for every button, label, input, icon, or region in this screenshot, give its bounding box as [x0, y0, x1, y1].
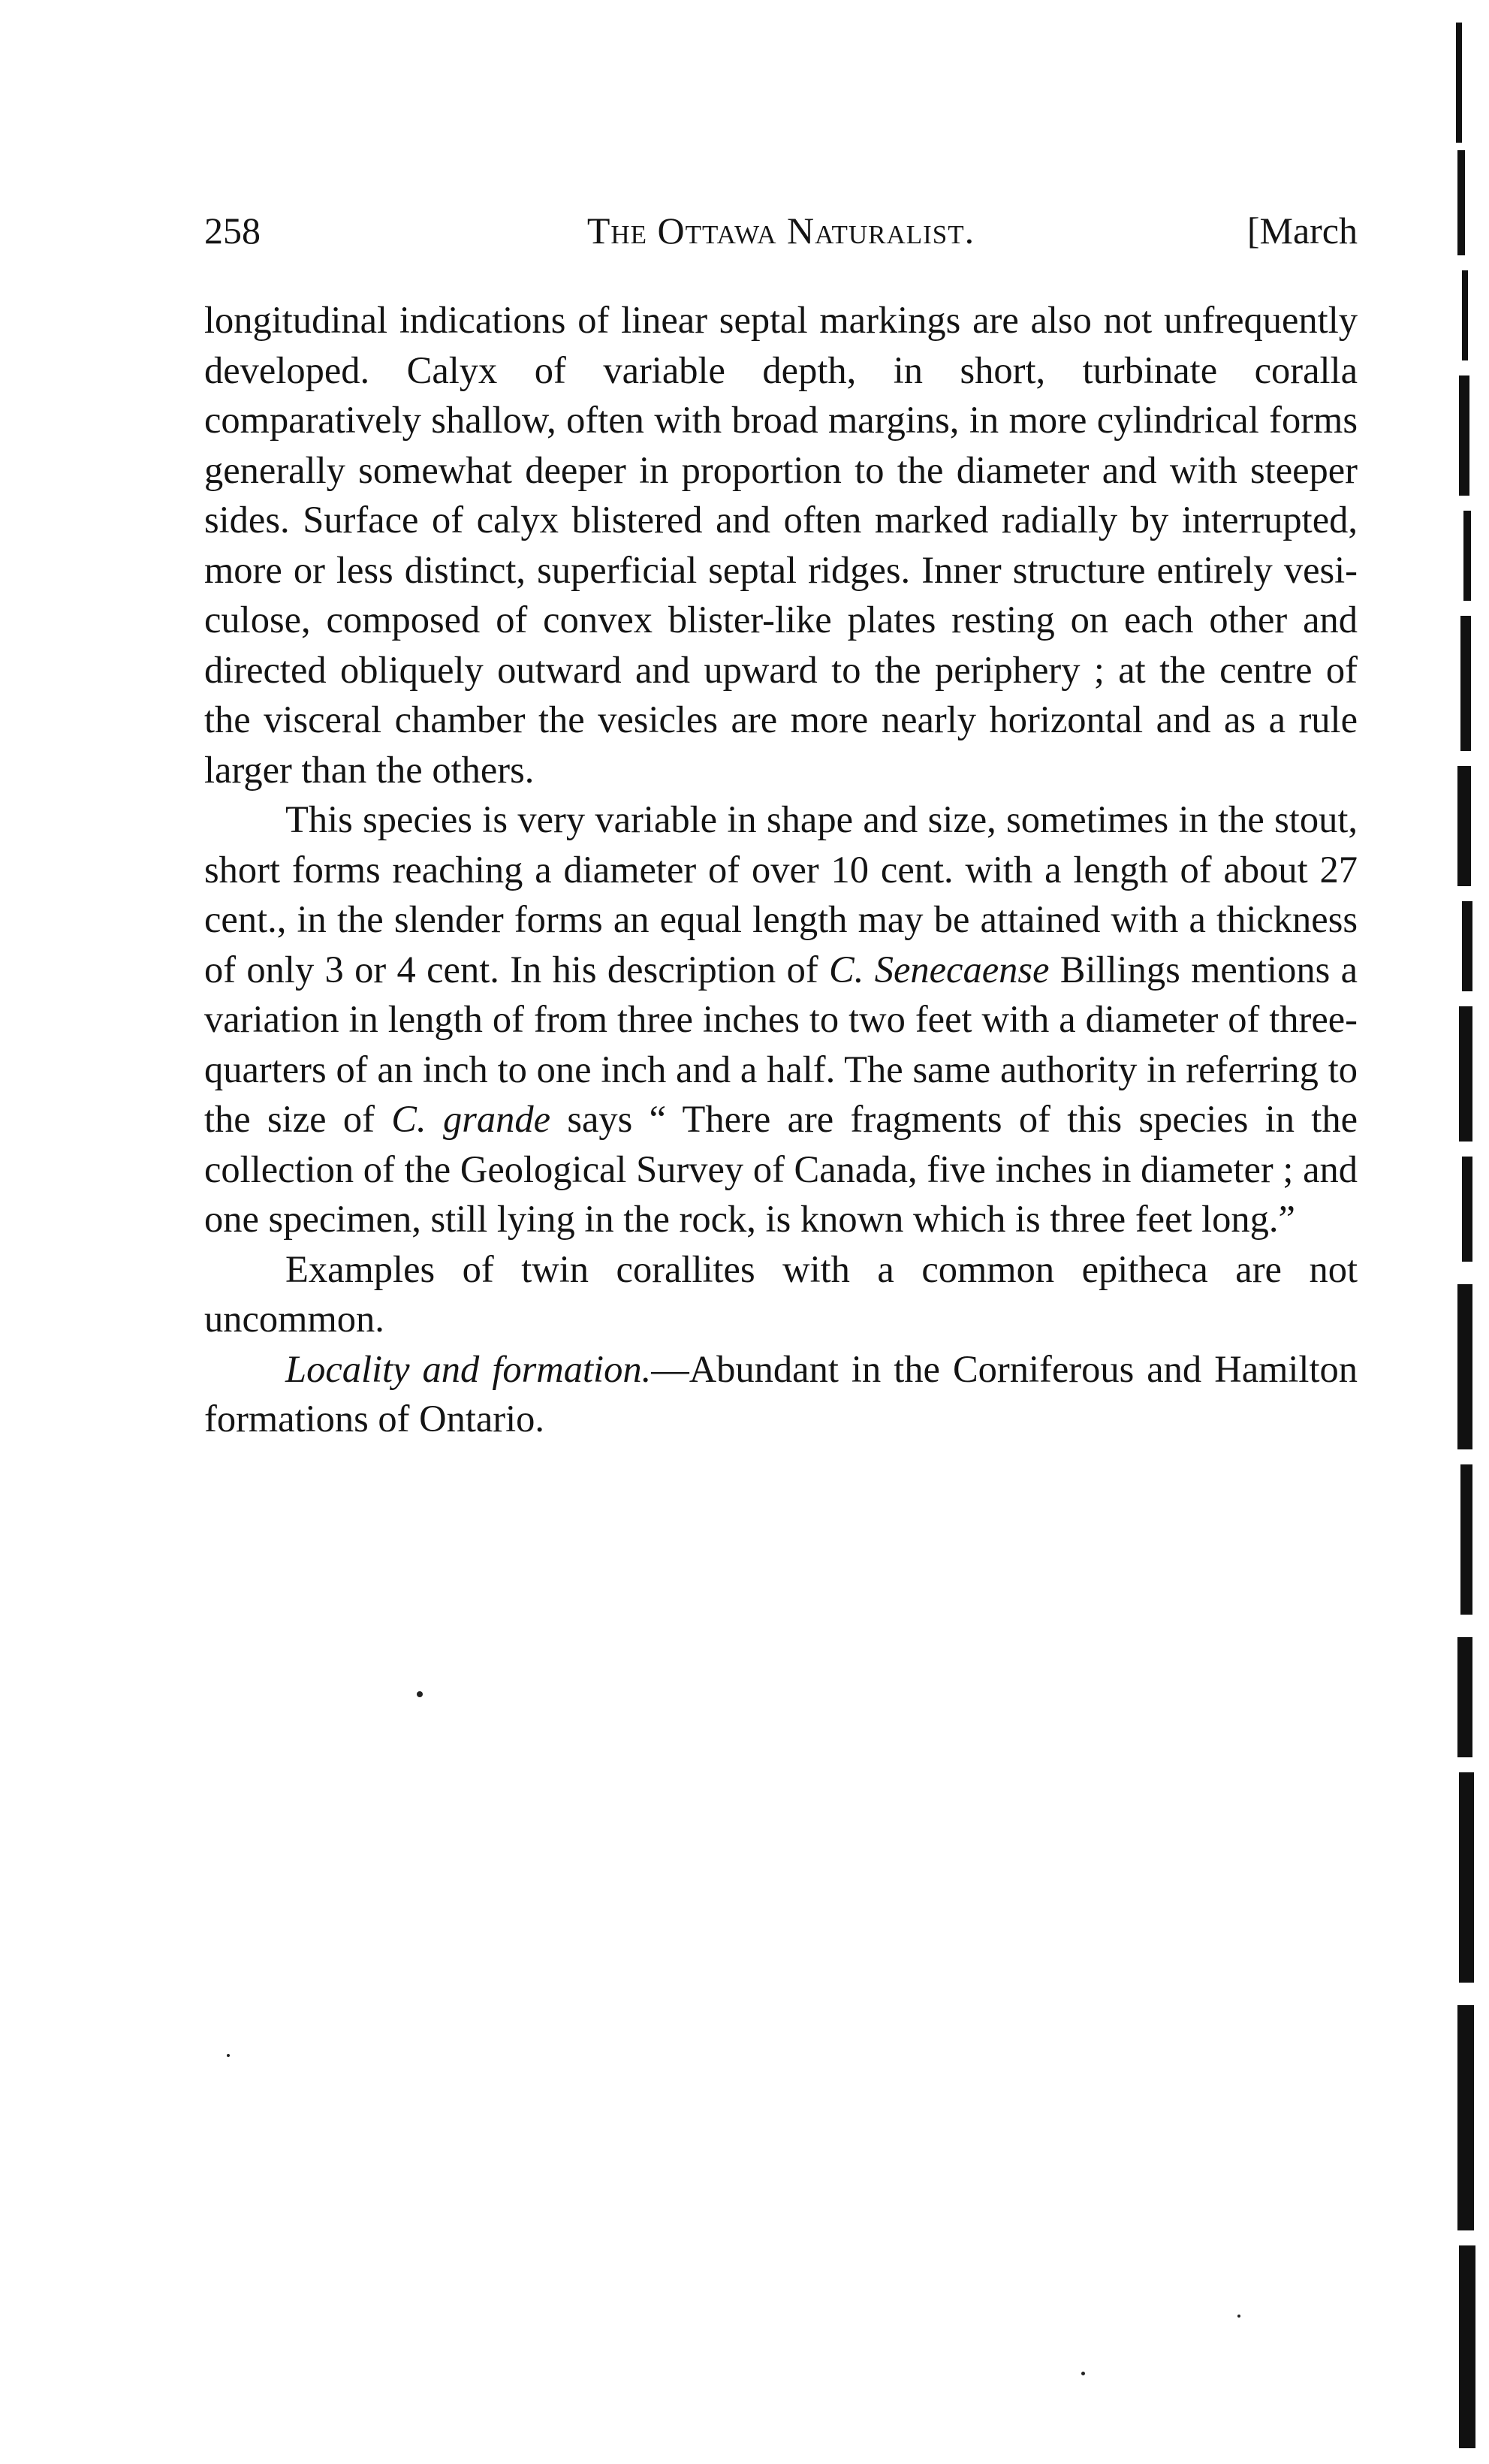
locality-text: —Abundant in the Corniferous and Hamilton formations of Ontario. — [204, 1347, 1358, 1440]
scan-speck — [417, 1691, 423, 1697]
running-head — [204, 204, 1358, 257]
issue-month: [March — [1246, 210, 1358, 252]
paragraph-twin-corallites: Examples of twin corallites with a common epitheca are not uncommon. — [204, 1247, 1358, 1340]
species-name: C. Senecaense — [829, 948, 1050, 991]
paragraph-text: Billings mentions a variation in length of from three inches to two feet with a diameter of three-quarters of an inch to one inch and a half. The same authority in referring to the size of — [204, 948, 1358, 1140]
journal-title: The Ottawa Naturalist. — [586, 210, 975, 252]
paragraph-text: says “ There are fragments of this species in the collection of the Geological Survey of Canada, five inches in diameter ; and one specimen, still lying in the rock, is known which is three feet long.” — [204, 1098, 1358, 1240]
page-number: 258 — [204, 210, 261, 252]
species-name: C. grande — [391, 1098, 551, 1140]
article-body — [204, 295, 1358, 1444]
scan-binding-edge — [1453, 23, 1475, 2448]
paragraph-text: This species is very variable in shape and size, sometimes in the stout, short forms reaching a diameter of over 10 cent. with a length of about 27 cent., in the slender forms an equal length may be attained with a thickness of only 3 or 4 cent. In his description of — [204, 798, 1358, 991]
paragraph-size-variation — [204, 795, 1358, 1244]
locality-label: Locality and formation. — [285, 1347, 652, 1390]
paragraph-locality — [204, 1344, 1358, 1444]
scan-speck — [227, 2054, 230, 2057]
scan-speck — [1081, 2372, 1085, 2375]
scan-speck — [1237, 2315, 1240, 2318]
paragraph-structure-description: longitudinal indications of linear septal markings are also not unfrequently developed. Calyx of variable depth, in short, turbinate coralla comparatively shallow, often with broad margins, in more cylindrical forms generally somewhat deeper in proportion to the diameter and with steeper sides. Surface of calyx blistered and often marked radially by interrupted, more or less distinct, superficial septal ridges. Inner structure entirely vesiculose, composed of convex blister-like plates resting on each other and directed obliquely outward and upward to the periphery ; at the centre of the visceral chamber the vesicles are more nearly horizontal and as a rule larger than the others. — [204, 299, 1358, 791]
